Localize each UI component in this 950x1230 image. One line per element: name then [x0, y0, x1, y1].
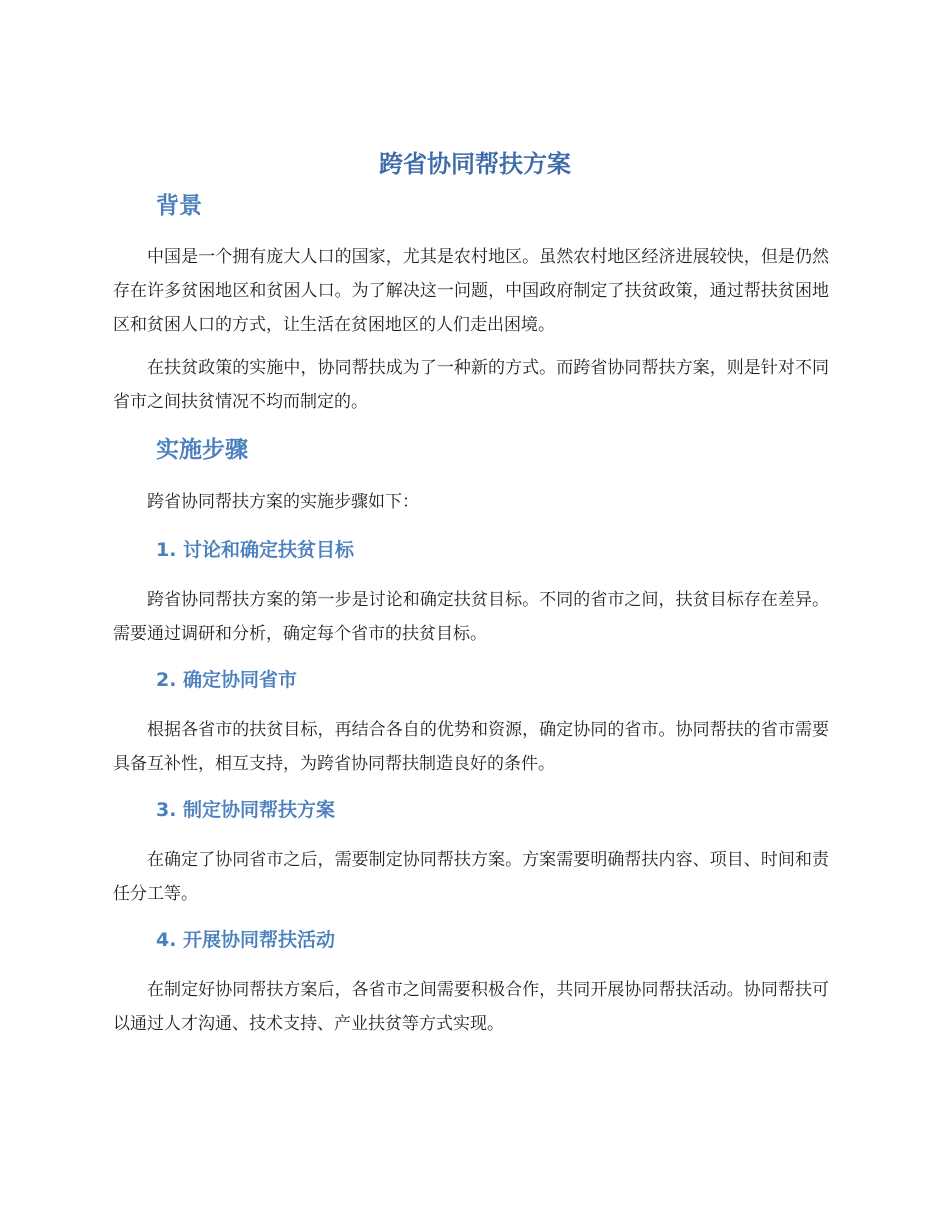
step-2-heading: 2. 确定协同省市 — [156, 669, 298, 691]
step-1-paragraph: 跨省协同帮扶方案的第一步是讨论和确定扶贫目标。不同的省市之间，扶贫目标存在差异。需要通过调研和分析，确定每个省市的扶贫目标。 — [113, 590, 829, 644]
step-3-heading: 3. 制定协同帮扶方案 — [156, 799, 336, 821]
step-4-heading: 4. 开展协同帮扶活动 — [156, 929, 336, 951]
section-heading-steps: 实施步骤 — [156, 437, 248, 463]
step-4-paragraph: 在制定好协同帮扶方案后，各省市之间需要积极合作，共同开展协同帮扶活动。协同帮扶可以通过人才沟通、技术支持、产业扶贫等方式实现。 — [113, 980, 829, 1034]
step-3-paragraph: 在确定了协同省市之后，需要制定协同帮扶方案。方案需要明确帮扶内容、项目、时间和责任分工等。 — [113, 850, 829, 904]
document-title: 跨省协同帮扶方案 — [379, 150, 571, 178]
background-paragraph-2: 在扶贫政策的实施中，协同帮扶成为了一种新的方式。而跨省协同帮扶方案，则是针对不同省市之间扶贫情况不均而制定的。 — [113, 358, 829, 412]
step-1-heading: 1. 讨论和确定扶贫目标 — [156, 539, 355, 561]
steps-intro-paragraph: 跨省协同帮扶方案的实施步骤如下： — [147, 492, 419, 512]
step-2-paragraph: 根据各省市的扶贫目标，再结合各自的优势和资源，确定协同的省市。协同帮扶的省市需要具备互补性，相互支持，为跨省协同帮扶制造良好的条件。 — [113, 720, 829, 774]
section-heading-background: 背景 — [156, 193, 202, 219]
background-paragraph-1: 中国是一个拥有庞大人口的国家，尤其是农村地区。虽然农村地区经济进展较快，但是仍然存在许多贫困地区和贫困人口。为了解决这一问题，中国政府制定了扶贫政策，通过帮扶贫困地区和贫困人口的方式，让生活在贫困地区的人们走出困境。 — [113, 247, 829, 335]
